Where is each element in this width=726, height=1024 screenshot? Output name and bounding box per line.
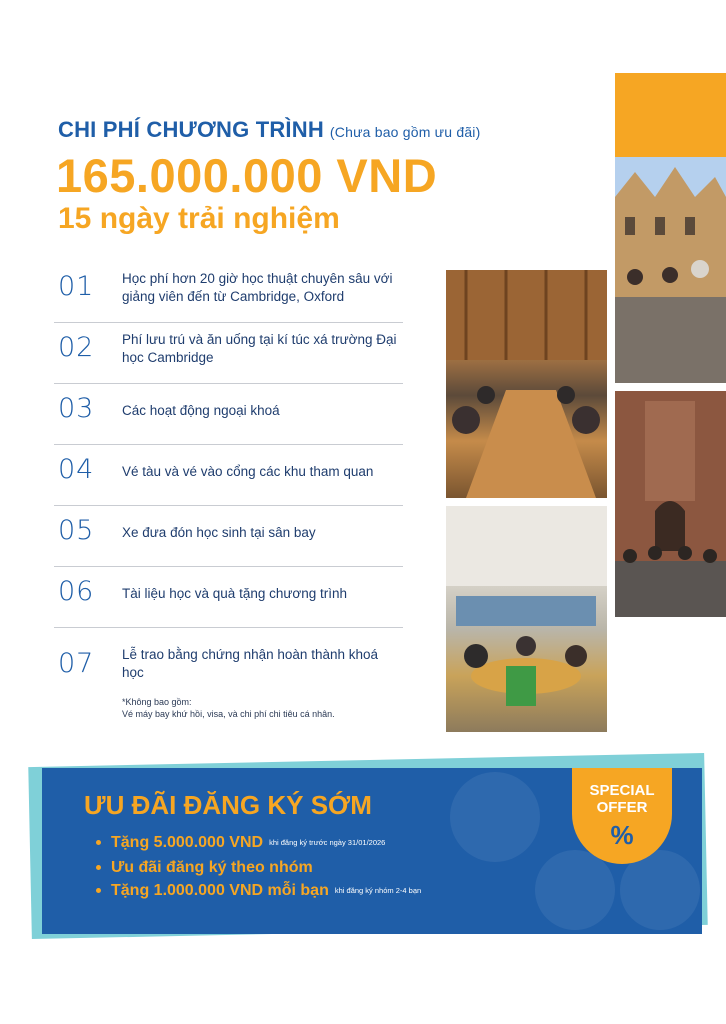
title-main: CHI PHÍ CHƯƠNG TRÌNH xyxy=(58,117,324,142)
decor-circle xyxy=(450,772,540,862)
badge-line2: OFFER xyxy=(596,799,648,816)
badge-line1: SPECIAL xyxy=(589,782,655,799)
list-item xyxy=(54,506,403,567)
offer-title: ƯU ĐÃI ĐĂNG KÝ SỚM xyxy=(84,790,372,820)
offer-bullet xyxy=(96,859,313,877)
photo-campus-tour xyxy=(615,157,726,383)
page-title xyxy=(58,117,480,143)
offer-bullet xyxy=(96,882,421,900)
note-body: Vé máy bay khứ hồi, visa, và chi phí chi tiêu cá nhân. xyxy=(122,709,335,719)
item-text: Xe đưa đón học sinh tại sân bay xyxy=(122,525,316,540)
item-number: 02 xyxy=(58,332,95,363)
list-item xyxy=(54,445,403,506)
bullet-dot xyxy=(96,865,101,870)
offer-bullet xyxy=(96,834,385,852)
item-number: 07 xyxy=(58,648,95,679)
photo-college-gate xyxy=(615,391,726,617)
orange-accent-block xyxy=(615,73,726,157)
exclusion-note xyxy=(122,696,402,720)
item-number: 05 xyxy=(58,515,95,546)
duration: 15 ngày trải nghiệm xyxy=(58,202,340,235)
list-item xyxy=(54,628,403,698)
campus-illustration xyxy=(615,157,726,383)
photo-dining-hall xyxy=(446,270,607,498)
list-item xyxy=(54,384,403,445)
item-text: Học phí hơn 20 giờ học thuật chuyên sâu với giảng viên đến từ Cambridge, Oxford xyxy=(122,271,393,304)
special-offer-badge xyxy=(572,768,672,864)
bullet-dot xyxy=(96,840,101,845)
bullet-note: khi đăng ký nhóm 2-4 bạn xyxy=(334,886,422,896)
decor-circle xyxy=(535,850,615,930)
list-item xyxy=(54,262,403,323)
item-number: 03 xyxy=(58,393,95,424)
item-text: Lễ trao bằng chứng nhận hoàn thành khoá học xyxy=(122,647,378,680)
item-number: 06 xyxy=(58,576,95,607)
photo-classroom xyxy=(446,506,607,732)
bullet-note: khi đăng ký trước ngày 31/01/2026 xyxy=(269,838,386,848)
bullet-text: Tặng 1.000.000 VND mỗi bạn xyxy=(111,882,329,899)
list-item xyxy=(54,323,403,384)
list-item xyxy=(54,567,403,628)
item-text: Phí lưu trú và ăn uống tại kí túc xá trường Đại học Cambridge xyxy=(122,332,397,365)
title-note: (Chưa bao gồm ưu đãi) xyxy=(329,124,481,140)
included-items-list xyxy=(54,262,403,698)
college-gate-illustration xyxy=(615,391,726,617)
item-text: Tài liệu học và quà tặng chương trình xyxy=(122,586,348,601)
bullet-text: Tặng 5.000.000 VND xyxy=(111,834,264,851)
dining-hall-illustration xyxy=(446,270,607,498)
item-number: 04 xyxy=(58,454,95,485)
badge-text xyxy=(572,782,672,816)
item-text: Các hoạt động ngoại khoá xyxy=(122,403,280,418)
price: 165.000.000 VND xyxy=(56,149,438,202)
bullet-dot xyxy=(96,888,101,893)
item-number: 01 xyxy=(58,271,95,302)
classroom-illustration xyxy=(446,506,607,732)
bullet-text: Ưu đãi đăng ký theo nhóm xyxy=(111,859,313,876)
percent-icon: % xyxy=(610,820,634,850)
note-heading: *Không bao gồm: xyxy=(122,697,192,707)
item-text: Vé tàu và vé vào cổng các khu tham quan xyxy=(122,464,374,479)
